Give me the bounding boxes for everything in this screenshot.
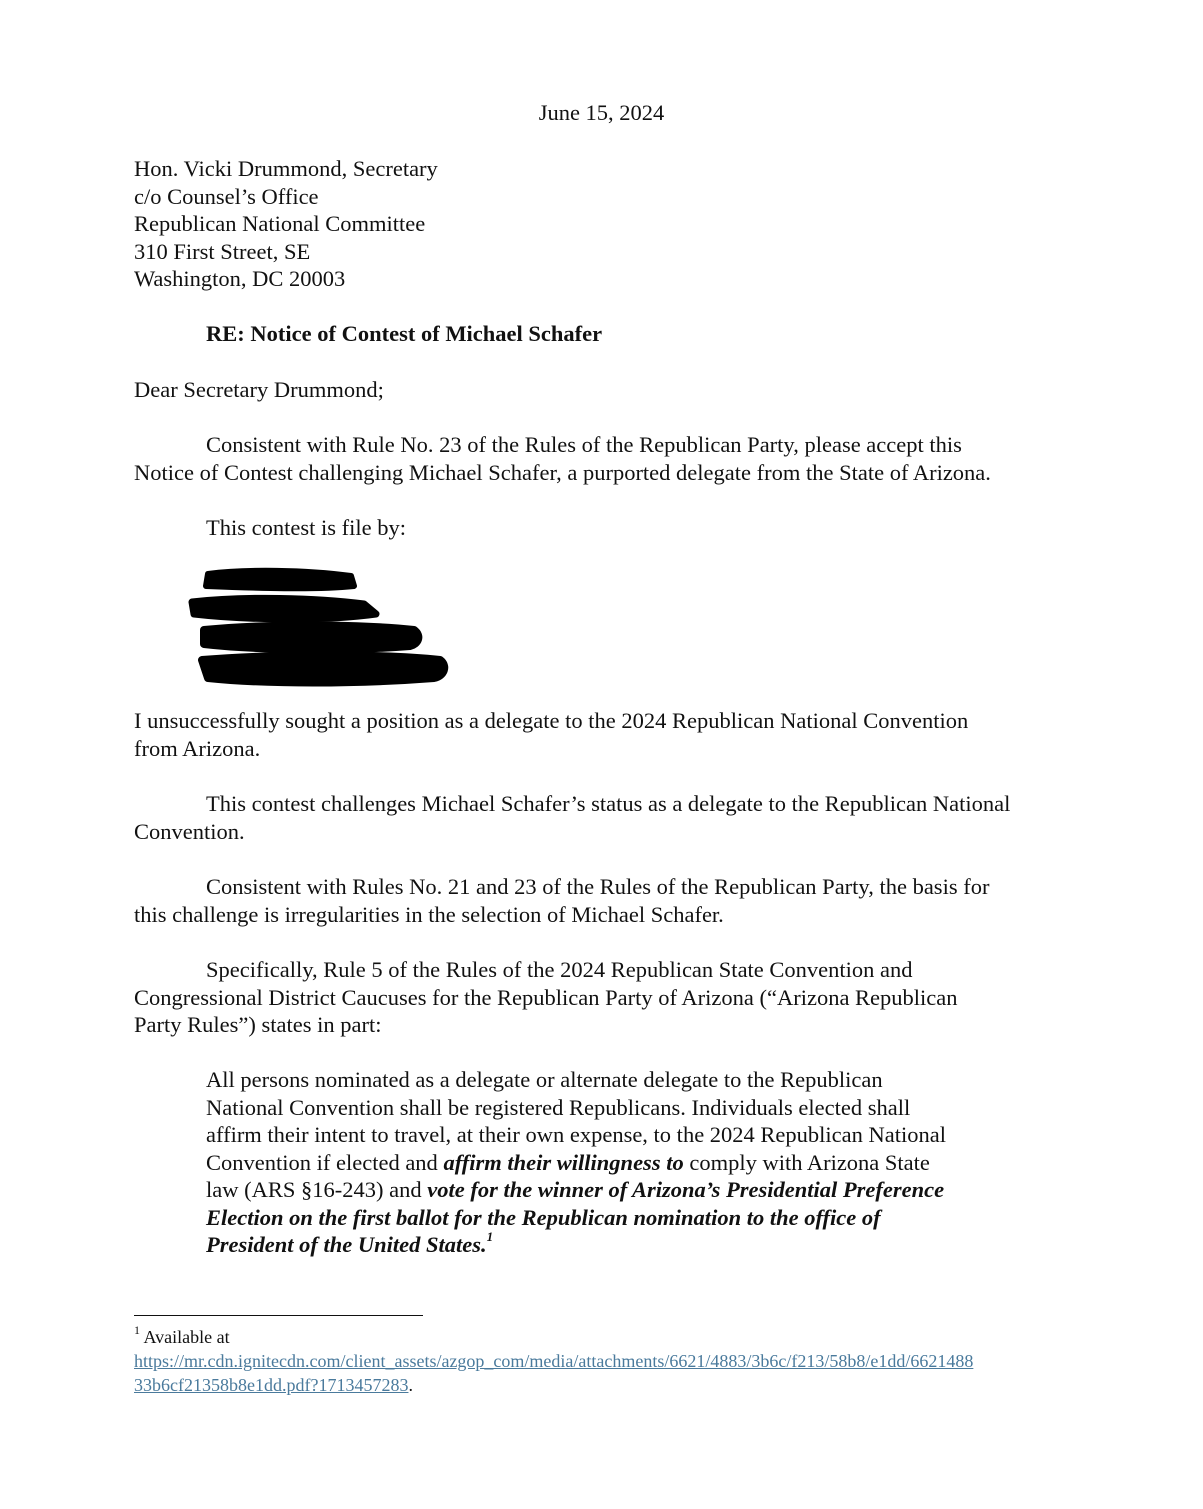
quote-emphasis: vote for the winner of Arizona’s Presidential Preference	[427, 1177, 945, 1202]
redaction-mark	[186, 566, 456, 688]
quote-line: Election on the first ballot for the Republican nomination to the office of	[206, 1204, 881, 1230]
quote-line: National Convention shall be registered Republicans. Individuals elected shall	[206, 1094, 911, 1120]
paragraph-line: This contest challenges Michael Schafer’s status as a delegate to the Republican National	[206, 791, 1011, 816]
recipient-address	[134, 155, 438, 293]
paragraph-line: This contest is file by:	[206, 515, 406, 540]
paragraph-challenge-status	[134, 790, 1010, 845]
footnote-link[interactable]: 33b6cf21358b8e1dd.pdf?1713457283	[134, 1375, 409, 1395]
address-line: Republican National Committee	[134, 211, 426, 236]
paragraph-rule-23	[134, 431, 991, 486]
paragraph-line: Party Rules”) states in part:	[134, 1012, 382, 1037]
paragraph-line: this challenge is irregularities in the selection of Michael Schafer.	[134, 901, 724, 927]
address-line: c/o Counsel’s Office	[134, 183, 319, 209]
block-quote	[206, 1066, 946, 1259]
address-line: Hon. Vicki Drummond, Secretary	[134, 156, 438, 181]
quote-text: Convention if elected and	[206, 1149, 444, 1175]
quote-text: law (ARS §16-243) and	[206, 1177, 428, 1202]
paragraph-line: Consistent with Rule No. 23 of the Rules of the Republican Party, please accept this	[206, 432, 962, 457]
paragraph-basis	[134, 873, 989, 928]
address-line: Washington, DC 20003	[134, 266, 346, 291]
paragraph-line: Consistent with Rules No. 21 and 23 of the Rules of the Republican Party, the basis for	[206, 874, 990, 899]
footnote-url-line	[134, 1373, 973, 1397]
paragraph-filed-by	[134, 514, 406, 542]
footnote-period: .	[408, 1375, 413, 1395]
footnote-reference[interactable]: 1	[486, 1228, 494, 1244]
quote-line	[206, 1228, 946, 1259]
subject-line: RE: Notice of Contest of Michael Schafer	[206, 321, 603, 346]
footnote-url-line	[134, 1349, 973, 1373]
quote-emphasis: President of the United States.	[206, 1232, 487, 1257]
paragraph-line: Specifically, Rule 5 of the Rules of the 2024 Republican State Convention and	[206, 957, 913, 982]
paragraph-unsuccessful	[134, 707, 968, 762]
quote-text: comply with Arizona State	[683, 1149, 930, 1175]
footnote	[134, 1325, 973, 1397]
salutation: Dear Secretary Drummond;	[134, 377, 384, 402]
quote-line	[206, 1149, 946, 1177]
quote-line	[206, 1176, 946, 1204]
quote-emphasis: affirm their willingness to	[443, 1149, 684, 1175]
footnote-label: Available at	[143, 1327, 230, 1347]
footnote-divider	[134, 1315, 423, 1316]
footnote-link[interactable]: https://mr.cdn.ignitecdn.com/client_assets/azgop_com/media/attachments/6621/4883/3b6c/f213/58b8/e1dd/6621488	[134, 1351, 974, 1371]
letter-date: June 15, 2024	[538, 100, 665, 125]
footnote-label-line	[134, 1325, 973, 1349]
paragraph-line: Congressional District Caucuses for the Republican Party of Arizona (“Arizona Republican	[134, 984, 958, 1010]
footnote-marker: 1	[134, 1323, 140, 1337]
paragraph-line: Notice of Contest challenging Michael Schafer, a purported delegate from the State of Arizona.	[134, 459, 991, 485]
paragraph-line: from Arizona.	[134, 735, 261, 761]
paragraph-line: Convention.	[134, 818, 245, 844]
paragraph-rule-5	[134, 956, 958, 1039]
quote-line: All persons nominated as a delegate or alternate delegate to the Republican	[206, 1067, 883, 1092]
address-line: 310 First Street, SE	[134, 238, 311, 264]
quote-line: affirm their intent to travel, at their own expense, to the 2024 Republican National	[206, 1122, 946, 1147]
paragraph-line: I unsuccessfully sought a position as a delegate to the 2024 Republican National Convention	[134, 708, 969, 733]
